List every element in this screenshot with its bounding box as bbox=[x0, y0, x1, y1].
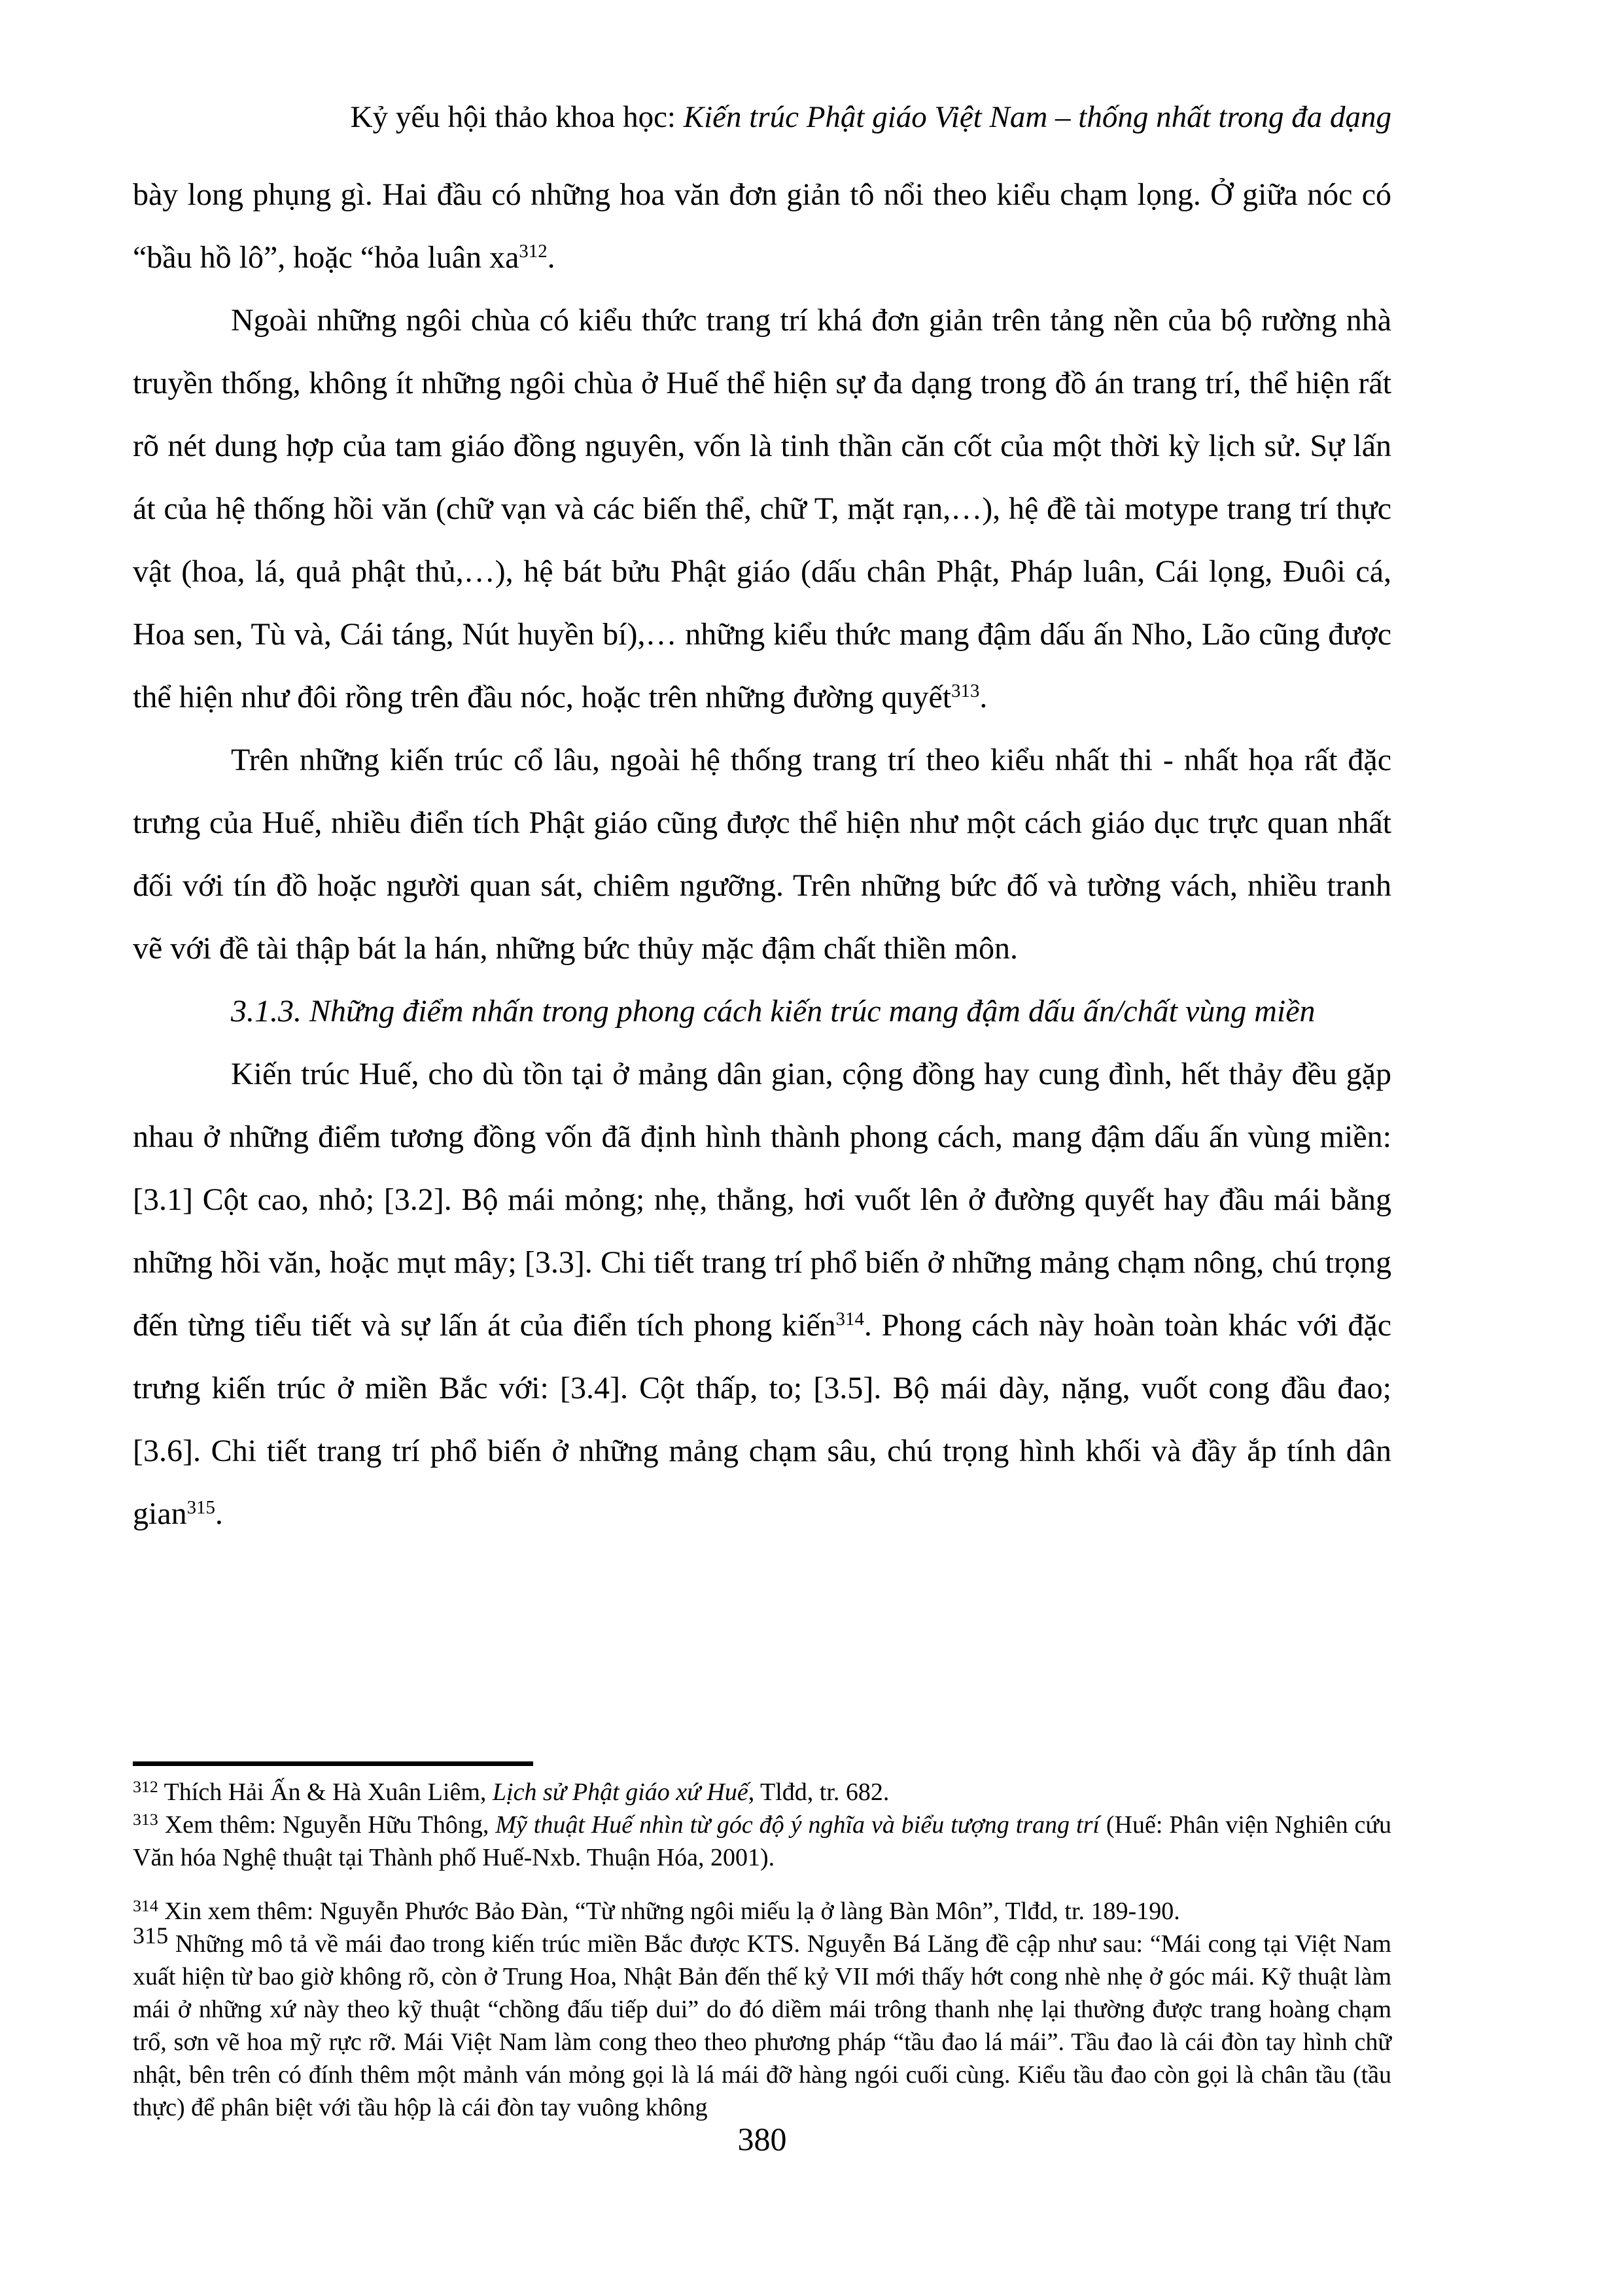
footnote-ref-314: 314 bbox=[835, 1309, 864, 1330]
paragraph-text: bày long phụng gì. Hai đầu có những hoa văn đơn giản tô nổi theo kiểu chạm lọng. Ở giữa nóc có “bầu hồ lô”, hoặc “hỏa luân xa bbox=[133, 177, 1391, 275]
paragraph-text: . bbox=[215, 1496, 223, 1531]
cited-work-title: Lịch sử Phật giáo xứ Huế bbox=[492, 1778, 748, 1806]
footnote-text: Thích Hải Ấn & Hà Xuân Liêm, bbox=[158, 1778, 493, 1806]
footnote-text: Xem thêm: Nguyễn Hữu Thông, bbox=[158, 1811, 496, 1839]
footnote-314-number: 314 bbox=[133, 1896, 158, 1916]
paragraph-continuation bbox=[133, 164, 1391, 289]
running-header bbox=[133, 97, 1391, 137]
footnote-313 bbox=[133, 1809, 1391, 1874]
page-number: 380 bbox=[737, 2121, 787, 2157]
paragraph-text: . Phong cách này hoàn toàn khác với đặc trưng kiến trúc ở miền Bắc với: [3.4]. Cột thấp, to; [3.5]. Bộ mái dày, nặng, vuốt cong đầu đao; [3.6]. Chi tiết trang trí phổ biến ở những mảng chạm sâu, chú trọng hình khối và đầy ắp tính dân gian bbox=[133, 1308, 1392, 1531]
running-header-prefix: Kỷ yếu hội thảo khoa học: bbox=[350, 100, 684, 134]
footnote-text: (Huế: Phân viện Nghiên cứu Văn hóa Nghệ thuật tại Thành phố Huế-Nxb. Thuận Hóa, 2001). bbox=[133, 1811, 1391, 1871]
cited-work-title: Mỹ thuật Huế nhìn từ góc độ ý nghĩa và biểu tượng trang trí bbox=[495, 1811, 1100, 1839]
section-heading-3-1-3 bbox=[133, 980, 1391, 1043]
paragraph-classic-motifs bbox=[133, 729, 1391, 980]
footnote-separator bbox=[133, 1761, 533, 1766]
paragraph-text: Ngoài những ngôi chùa có kiểu thức trang trí khá đơn giản trên tảng nền của bộ rường nhà truyền thống, không ít những ngôi chùa ở Huế thể hiện sự đa dạng trong đồ án trang trí, thể hiện rất rõ nét dung hợp của tam giáo đồng nguyên, vốn là tinh thần căn cốt của một thời kỳ lịch sử. Sự lấn át của hệ thống hồi văn (chữ vạn và các biến thể, chữ T, mặt rạn,…), hệ đề tài motype trang trí thực vật (hoa, lá, quả phật thủ,…), hệ bát bửu Phật giáo (dấu chân Phật, Pháp luân, Cái lọng, Đuôi cá, Hoa sen, Tù và, Cái táng, Nút huyền bí),… những kiểu thức mang đậm dấu ấn Nho, Lão cũng được thể hiện như đôi rồng trên đầu nóc, hoặc trên những đường quyết bbox=[133, 303, 1391, 715]
footnote-314 bbox=[133, 1895, 1391, 1928]
paragraph-text: Kiến trúc Huế, cho dù tồn tại ở mảng dân gian, cộng đồng hay cung đình, hết thảy đều gặp nhau ở những điểm tương đồng vốn đã định hình thành phong cách, mang đậm dấu ấn vùng miền: [3.1] Cột cao, nhỏ; [3.2]. Bộ mái mỏng; nhẹ, thẳng, hơi vuốt lên ở đường quyết hay đầu mái bằng những hồi văn, hoặc mụt mây; [3.3]. Chi tiết trang trí phổ biến ở những mảng chạm nông, chú trọng đến từng tiểu tiết và sự lấn át của điển tích phong kiến bbox=[133, 1057, 1391, 1343]
footnote-312 bbox=[133, 1776, 1391, 1809]
paragraph-text: Trên những kiến trúc cổ lâu, ngoài hệ thống trang trí theo kiểu nhất thi - nhất họa rất đặc trưng của Huế, nhiều điển tích Phật giáo cũng được thể hiện như một cách giáo dục trực quan nhất đối với tín đồ hoặc người quan sát, chiêm ngưỡng. Trên những bức đố và tường vách, nhiều tranh vẽ với đề tài thập bát la hán, những bức thủy mặc đậm chất thiền môn. bbox=[133, 743, 1391, 966]
footnote-315-number: 315 bbox=[133, 1922, 169, 1949]
paragraph-decoration-systems bbox=[133, 289, 1391, 729]
footnote-315 bbox=[133, 1922, 1391, 2124]
content-column bbox=[133, 97, 1391, 1545]
running-header-proceedings-title: Kiến trúc Phật giáo Việt Nam – thống nhất trong đa dạng bbox=[683, 100, 1391, 134]
paragraph-regional-style bbox=[133, 1043, 1391, 1545]
footnote-ref-315: 315 bbox=[186, 1497, 215, 1519]
footnote-text: Xin xem thêm: Nguyễn Phước Bảo Đàn, “Từ những ngôi miếu lạ ở làng Bàn Môn”, Tlđd, tr. 189-190. bbox=[158, 1898, 1180, 1925]
section-heading-text: 3.1.3. Những điểm nhấn trong phong cách kiến trúc mang đậm dấu ấn/chất vùng miền bbox=[231, 994, 1316, 1029]
footnote-ref-312: 312 bbox=[519, 241, 548, 262]
paragraph-text: . bbox=[547, 240, 555, 275]
footnote-text: Những mô tả về mái đao trong kiến trúc miền Bắc được KTS. Nguyễn Bá Lăng đề cập như sau: “Mái cong tại Việt Nam xuất hiện từ bao giờ không rõ, còn ở Trung Hoa, Nhật Bản đến thế kỷ VII mới thấy hớt cong nhè nhẹ ở góc mái. Kỹ thuật làm mái ở những xứ này theo kỹ thuật “chồng đấu tiếp dui” do đó diềm mái trông thanh nhẹ lại thường được trang hoàng chạm trổ, sơn vẽ hoa mỹ rực rỡ. Mái Việt Nam làm cong theo theo phương pháp “tầu đao lá mái”. Tầu đao là cái đòn tay hình chữ nhật, bên trên có đính thêm một mảnh ván mỏng gọi là lá mái đỡ hàng ngói cuối cùng. Kiểu tầu đao còn gọi là chân tầu (tầu thực) để phân biệt với tầu hộp là cái đòn tay vuông không bbox=[133, 1930, 1391, 2121]
footnote-313-number: 313 bbox=[133, 1810, 158, 1829]
footnote-ref-313: 313 bbox=[951, 680, 980, 702]
footnotes-section bbox=[133, 1776, 1391, 2124]
footnote-312-number: 312 bbox=[133, 1777, 158, 1797]
footnote-text: , Tlđd, tr. 682. bbox=[748, 1778, 890, 1806]
paragraph-text: . bbox=[979, 680, 988, 715]
